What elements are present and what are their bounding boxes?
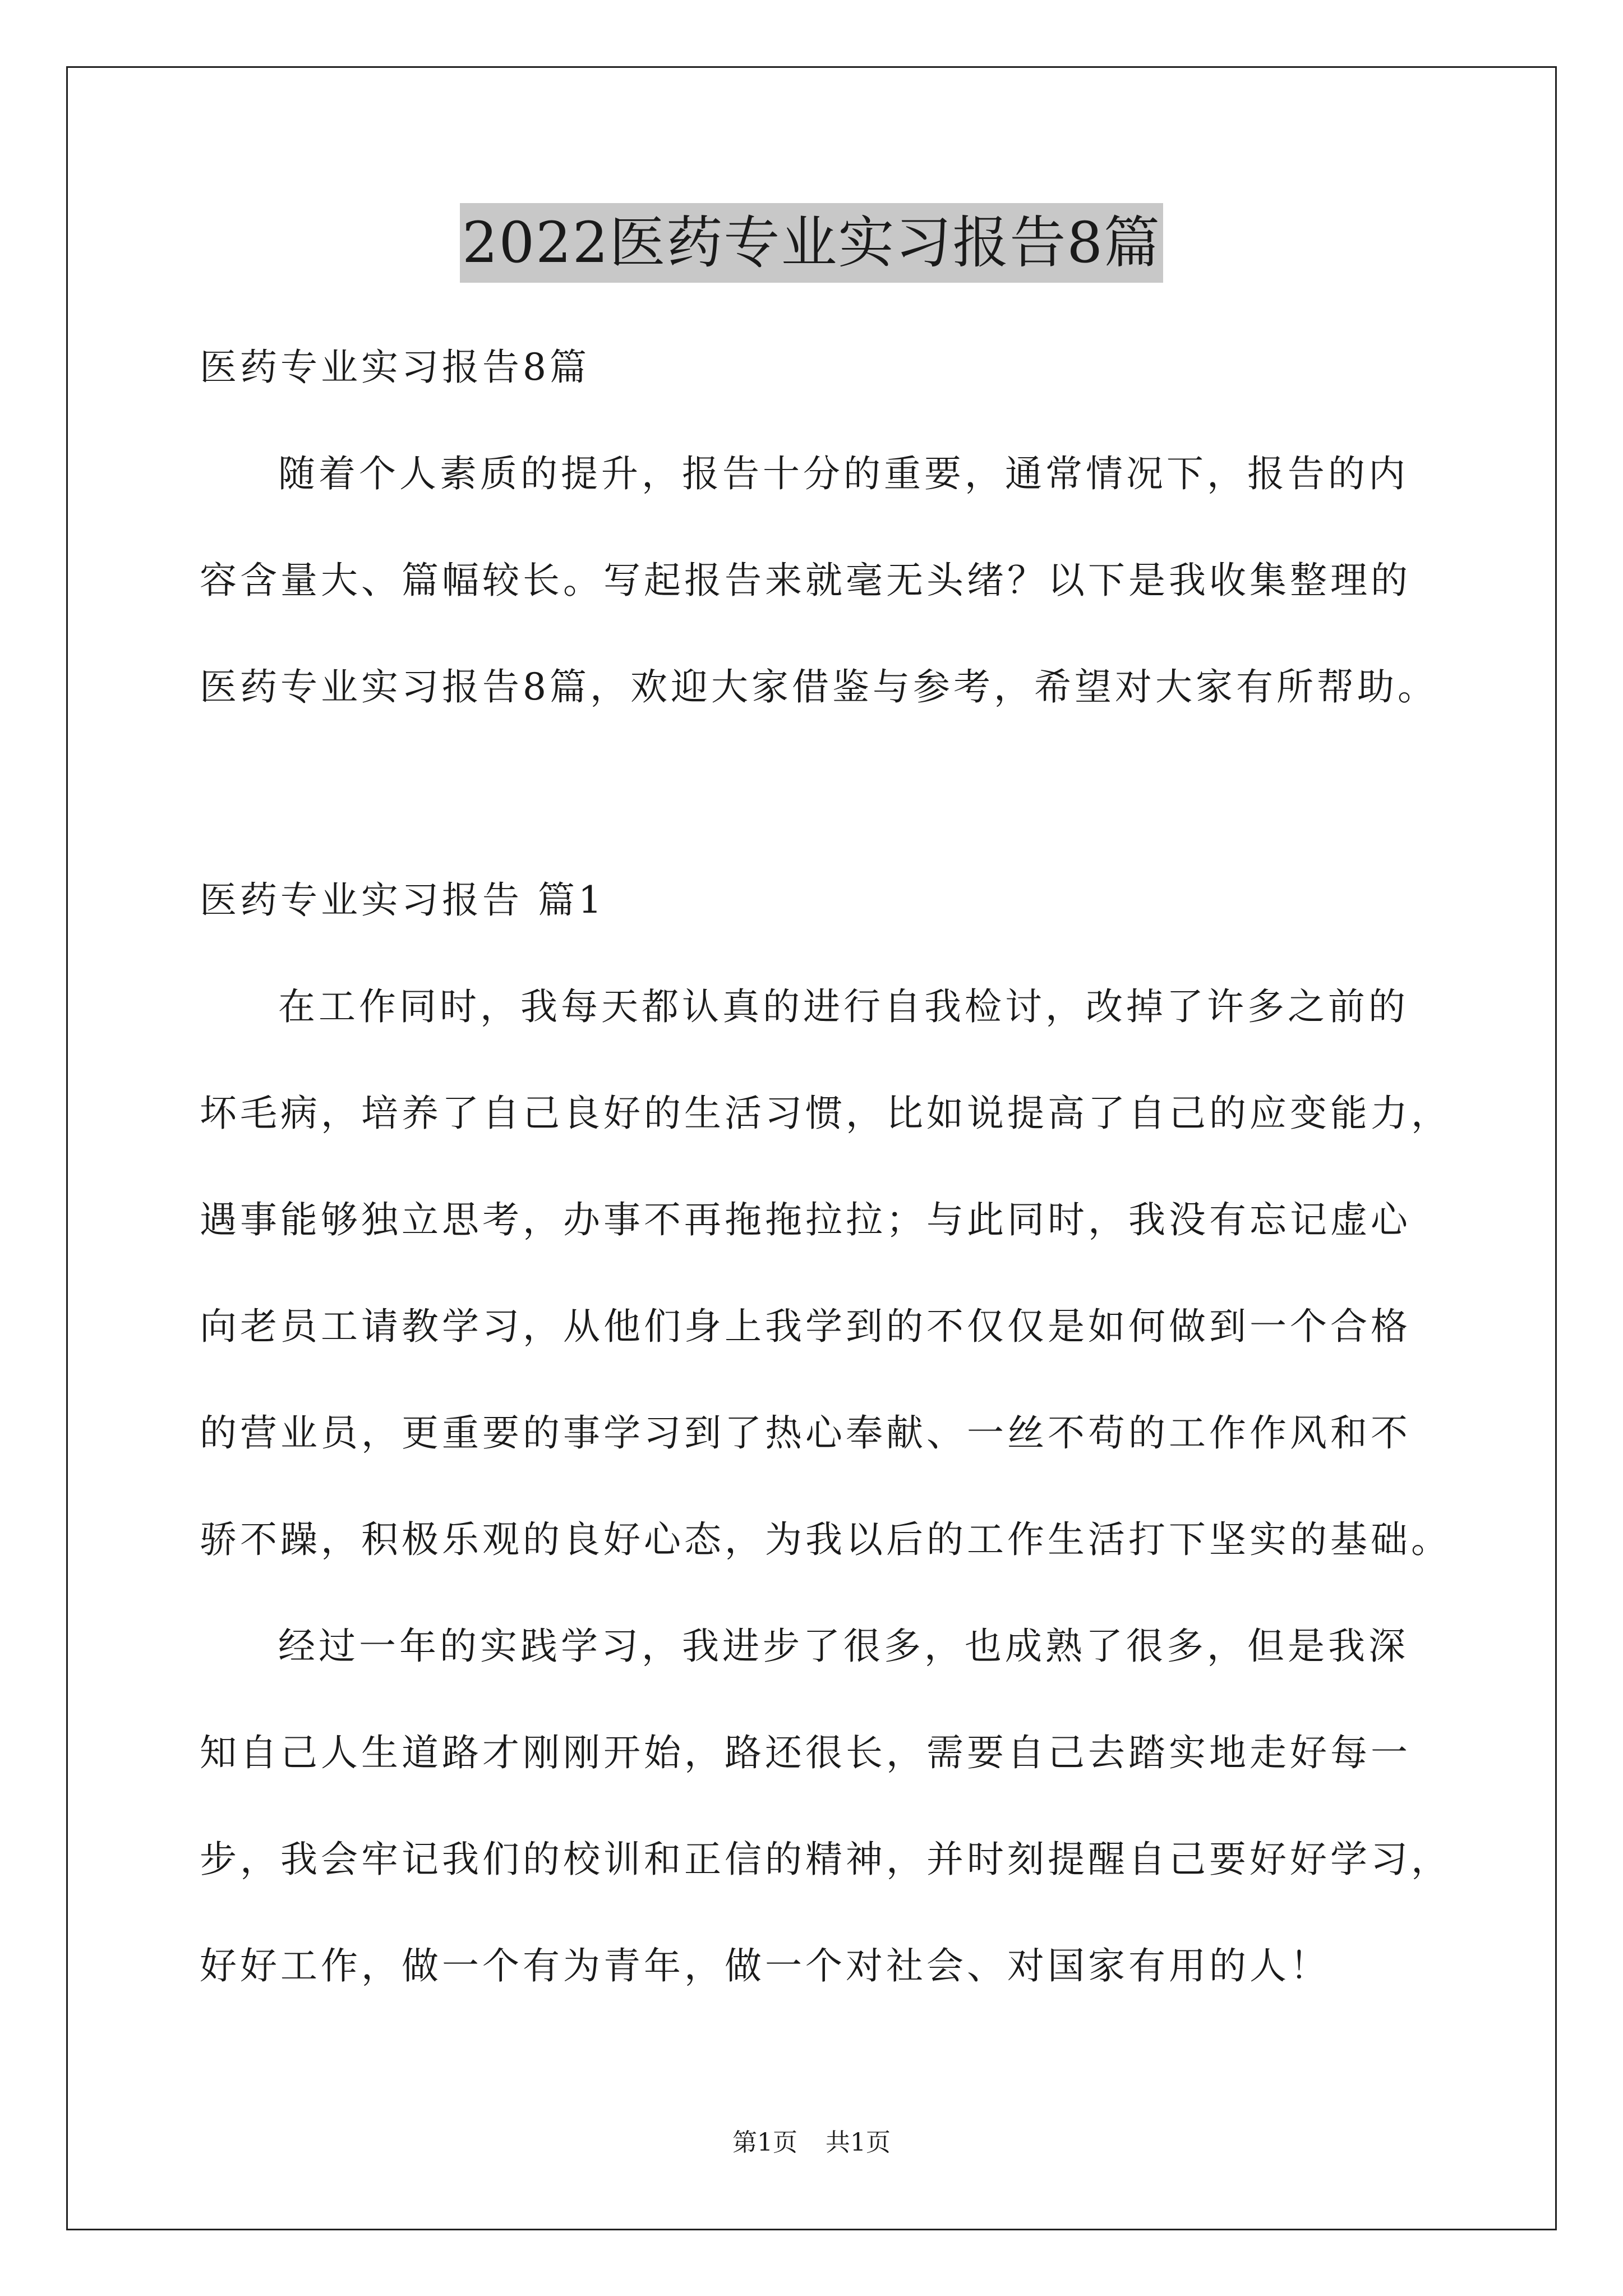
paragraph-line: 步，我会牢记我们的校训和正信的精神，并时刻提醒自己要好好学习， xyxy=(200,1838,1451,1881)
page-footer xyxy=(0,2126,1623,2160)
paragraph-line: 坏毛病，培养了自己良好的生活习惯，比如说提高了自己的应变能力， xyxy=(200,1092,1451,1135)
intro-line: 随着个人素质的提升，报告十分的重要，通常情况下，报告的内 xyxy=(278,452,1409,495)
paragraph-line: 的营业员，更重要的事学习到了热心奉献、一丝不苟的工作作风和不 xyxy=(200,1411,1411,1455)
spacer xyxy=(200,740,1433,847)
paragraph-line: 经过一年的实践学习，我进步了很多，也成熟了很多，但是我深 xyxy=(278,1625,1409,1668)
paragraph-line: 知自己人生道路才刚刚开始，路还很长，需要自己去踏实地走好每一 xyxy=(200,1731,1411,1774)
page-number: 第1页 xyxy=(732,2128,797,2157)
intro-line: 医药专业实习报告8篇，欢迎大家借鉴与参考，希望对大家有所帮助。 xyxy=(200,665,1438,708)
document-title: 2022医药专业实习报告8篇 xyxy=(460,203,1163,283)
document-body xyxy=(200,314,1451,2019)
paragraph-line: 向老员工请教学习，从他们身上我学到的不仅仅是如何做到一个合格 xyxy=(200,1305,1411,1348)
paragraph-line: 好好工作，做一个有为青年，做一个对社会、对国家有用的人！ xyxy=(200,1944,1330,1987)
section-heading: 医药专业实习报告 篇1 xyxy=(200,878,605,922)
paragraph-line: 遇事能够独立思考，办事不再拖拖拉拉；与此同时，我没有忘记虚心 xyxy=(200,1198,1411,1241)
intro-line: 容含量大、篇幅较长。写起报告来就毫无头绪？以下是我收集整理的 xyxy=(200,559,1411,602)
paragraph-line: 骄不躁，积极乐观的良好心态，为我以后的工作生活打下坚实的基础。 xyxy=(200,1518,1451,1561)
title-container xyxy=(0,203,1623,283)
paragraph-line: 在工作同时，我每天都认真的进行自我检讨，改掉了许多之前的 xyxy=(278,985,1409,1028)
document-subtitle: 医药专业实习报告8篇 xyxy=(200,346,590,389)
page-total: 共1页 xyxy=(826,2128,891,2157)
